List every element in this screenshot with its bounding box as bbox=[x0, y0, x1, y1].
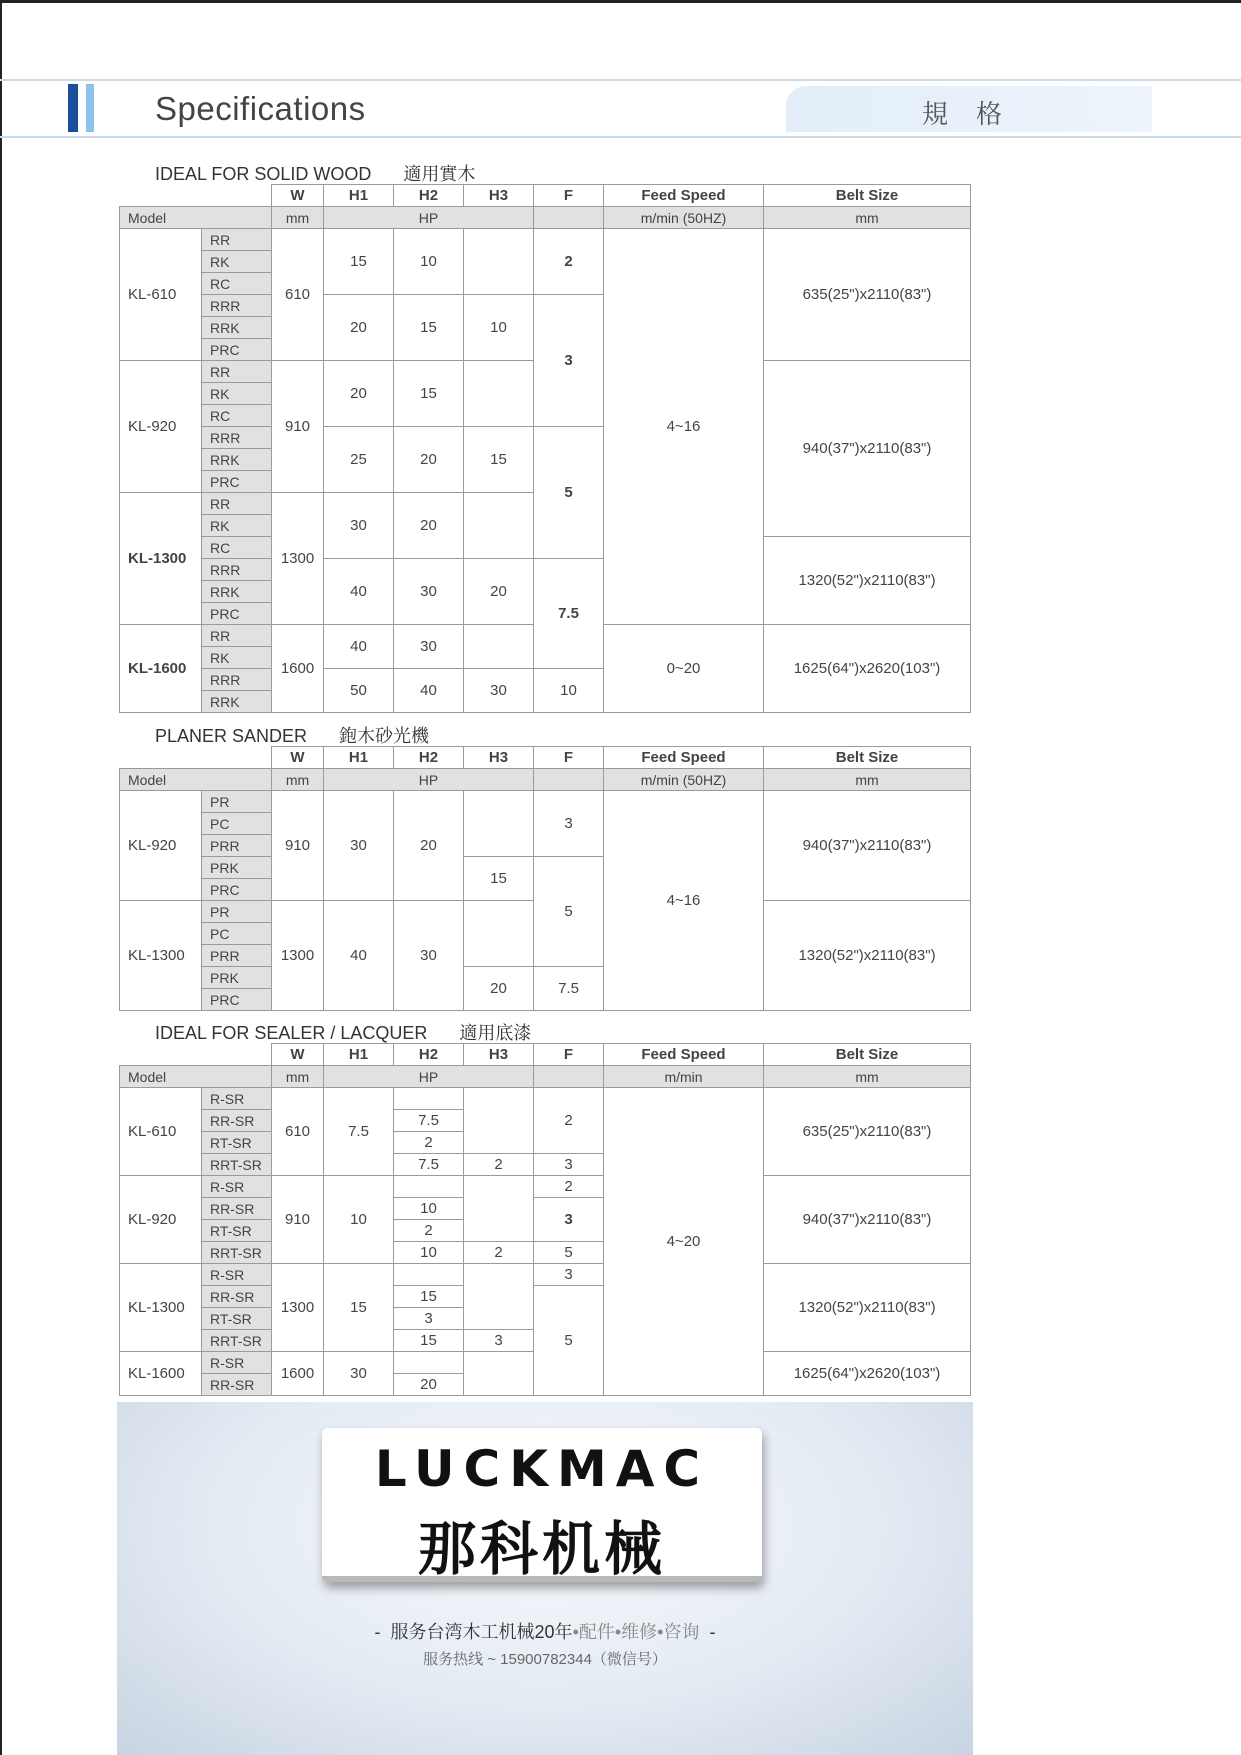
unit-hp: HP bbox=[324, 1066, 534, 1088]
f-cell: 5 bbox=[534, 427, 604, 559]
col-h1: H1 bbox=[324, 747, 394, 769]
f-cell: 3 bbox=[534, 295, 604, 427]
tagline-extra: •配件•维修•咨询 bbox=[572, 1622, 700, 1642]
sub-model: RRR bbox=[202, 427, 272, 449]
sub-model: PRK bbox=[202, 857, 272, 879]
h2-cell: 30 bbox=[394, 559, 464, 625]
unit-w: mm bbox=[272, 207, 324, 229]
section-title-en: PLANER SANDER bbox=[155, 726, 308, 746]
sub-model: PC bbox=[202, 813, 272, 835]
col-f: F bbox=[534, 1044, 604, 1066]
feed-cell: 4~20 bbox=[604, 1088, 764, 1396]
sub-model: RRK bbox=[202, 317, 272, 339]
sub-model: RK bbox=[202, 647, 272, 669]
sub-model: RK bbox=[202, 515, 272, 537]
sub-model: RR bbox=[202, 625, 272, 647]
col-h2: H2 bbox=[394, 747, 464, 769]
model-cell: KL-1300 bbox=[120, 1264, 202, 1352]
h1-cell: 15 bbox=[324, 229, 394, 295]
belt-cell: 940(37")x2110(83") bbox=[764, 791, 971, 901]
h2-cell: 2 bbox=[394, 1220, 464, 1242]
h2-cell: 30 bbox=[394, 625, 464, 669]
feed-cell: 4~16 bbox=[604, 791, 764, 1011]
col-w: W bbox=[272, 185, 324, 207]
h2-cell: 20 bbox=[394, 791, 464, 901]
col-belt: Belt Size bbox=[764, 185, 971, 207]
col-h2: H2 bbox=[394, 1044, 464, 1066]
belt-cell: 1625(64")x2620(103") bbox=[764, 625, 971, 713]
col-feed: Feed Speed bbox=[604, 1044, 764, 1066]
h1-cell: 7.5 bbox=[324, 1088, 394, 1176]
sub-model: RRR bbox=[202, 669, 272, 691]
unit-belt: mm bbox=[764, 769, 971, 791]
h1-cell: 30 bbox=[324, 493, 394, 559]
section-title-cn: 適用實木 bbox=[403, 164, 476, 184]
sub-model: RR-SR bbox=[202, 1374, 272, 1396]
h2-cell: 15 bbox=[394, 1330, 464, 1352]
model-cell: KL-610 bbox=[120, 1088, 202, 1176]
model-cell: KL-920 bbox=[120, 791, 202, 901]
tagline-main: 服务台湾木工机械20年 bbox=[390, 1622, 573, 1642]
col-f: F bbox=[534, 185, 604, 207]
sub-model: R-SR bbox=[202, 1352, 272, 1374]
col-f: F bbox=[534, 747, 604, 769]
model-cell: KL-1300 bbox=[120, 493, 202, 625]
h2-cell: 10 bbox=[394, 1242, 464, 1264]
section-title-sealer bbox=[155, 1019, 531, 1045]
h3-cell: 20 bbox=[464, 559, 534, 625]
f-cell: 3 bbox=[534, 1154, 604, 1176]
h1-cell: 15 bbox=[324, 1264, 394, 1352]
sub-model: R-SR bbox=[202, 1264, 272, 1286]
unit-w: mm bbox=[272, 1066, 324, 1088]
footer-tagline bbox=[117, 1618, 973, 1644]
f-cell: 2 bbox=[534, 1176, 604, 1198]
sub-model: PRC bbox=[202, 471, 272, 493]
col-h3: H3 bbox=[464, 1044, 534, 1066]
header-accent-bar-light bbox=[86, 84, 94, 132]
section-title-en: IDEAL FOR SEALER / LACQUER bbox=[155, 1023, 428, 1043]
h1-cell: 50 bbox=[324, 669, 394, 713]
f-cell: 5 bbox=[534, 1286, 604, 1396]
sub-model: RC bbox=[202, 273, 272, 295]
h1-cell: 40 bbox=[324, 559, 394, 625]
width-cell: 610 bbox=[272, 1088, 324, 1176]
h2-cell: 10 bbox=[394, 229, 464, 295]
sub-model: RK bbox=[202, 251, 272, 273]
header-accent-bar-dark bbox=[68, 84, 78, 132]
col-feed: Feed Speed bbox=[604, 185, 764, 207]
model-cell: KL-920 bbox=[120, 1176, 202, 1264]
model-cell: KL-610 bbox=[120, 229, 202, 361]
sub-model: PRC bbox=[202, 339, 272, 361]
h3-cell: 15 bbox=[464, 427, 534, 493]
width-cell: 910 bbox=[272, 361, 324, 493]
h2-cell: 30 bbox=[394, 901, 464, 1011]
spec-table-planer-sander bbox=[119, 746, 971, 1011]
unit-feed: m/min (50HZ) bbox=[604, 207, 764, 229]
sub-model: RR-SR bbox=[202, 1198, 272, 1220]
unit-w: mm bbox=[272, 769, 324, 791]
sub-model: RR-SR bbox=[202, 1286, 272, 1308]
sub-model: PRC bbox=[202, 879, 272, 901]
width-cell: 1300 bbox=[272, 493, 324, 625]
spec-table-solid-wood bbox=[119, 184, 971, 713]
model-cell: KL-1600 bbox=[120, 1352, 202, 1396]
h3-cell: 30 bbox=[464, 669, 534, 713]
section-title-cn: 鉋木砂光機 bbox=[339, 726, 430, 746]
unit-hp: HP bbox=[324, 207, 534, 229]
sub-model: RR bbox=[202, 493, 272, 515]
sub-model: RK bbox=[202, 383, 272, 405]
f-cell: 7.5 bbox=[534, 967, 604, 1011]
page-frame-left bbox=[0, 0, 2, 1755]
unit-hp: HP bbox=[324, 769, 534, 791]
h2-cell: 3 bbox=[394, 1308, 464, 1330]
h1-cell: 20 bbox=[324, 361, 394, 427]
feed-cell: 0~20 bbox=[604, 625, 764, 713]
sub-model: RRT-SR bbox=[202, 1242, 272, 1264]
col-w: W bbox=[272, 1044, 324, 1066]
sub-model: PRC bbox=[202, 603, 272, 625]
f-cell: 5 bbox=[534, 857, 604, 967]
sub-model: PR bbox=[202, 791, 272, 813]
sub-model: PC bbox=[202, 923, 272, 945]
h2-cell: 20 bbox=[394, 427, 464, 493]
h1-cell: 30 bbox=[324, 791, 394, 901]
width-cell: 1600 bbox=[272, 625, 324, 713]
f-cell: 5 bbox=[534, 1242, 604, 1264]
belt-cell: 635(25")x2110(83") bbox=[764, 1088, 971, 1176]
h1-cell: 30 bbox=[324, 1352, 394, 1396]
section-title-planer-sander bbox=[155, 722, 429, 748]
unit-model: Model bbox=[120, 1066, 272, 1088]
sub-model: RRR bbox=[202, 559, 272, 581]
sub-model: RRK bbox=[202, 581, 272, 603]
sub-model: RT-SR bbox=[202, 1308, 272, 1330]
h3-cell: 3 bbox=[464, 1330, 534, 1352]
sub-model: RRT-SR bbox=[202, 1330, 272, 1352]
sub-model: RRT-SR bbox=[202, 1154, 272, 1176]
sub-model: PRK bbox=[202, 967, 272, 989]
h2-cell: 7.5 bbox=[394, 1154, 464, 1176]
logo-text-en: LUCKMAC bbox=[374, 1440, 710, 1498]
sub-model: PR bbox=[202, 901, 272, 923]
h2-cell: 15 bbox=[394, 295, 464, 361]
h2-cell: 7.5 bbox=[394, 1110, 464, 1132]
tagline-dash-right: - bbox=[709, 1622, 716, 1642]
h3-cell: 20 bbox=[464, 967, 534, 1011]
f-cell: 3 bbox=[534, 1198, 604, 1242]
h3-cell: 15 bbox=[464, 857, 534, 901]
footer-hotline: 服务热线 ~ 15900782344（微信号） bbox=[423, 1651, 667, 1668]
sub-model: RRR bbox=[202, 295, 272, 317]
logo-text-cn: 那科机械 bbox=[417, 1515, 666, 1583]
col-w: W bbox=[272, 747, 324, 769]
page-frame-top bbox=[0, 0, 1241, 3]
f-cell: 7.5 bbox=[534, 559, 604, 669]
h1-cell: 40 bbox=[324, 901, 394, 1011]
h2-cell: 20 bbox=[394, 1374, 464, 1396]
belt-cell: 635(25")x2110(83") bbox=[764, 229, 971, 361]
unit-model: Model bbox=[120, 769, 272, 791]
sub-model: RRK bbox=[202, 449, 272, 471]
col-h1: H1 bbox=[324, 185, 394, 207]
table-header-row bbox=[120, 185, 971, 207]
unit-model: Model bbox=[120, 207, 272, 229]
belt-cell: 1320(52")x2110(83") bbox=[764, 537, 971, 625]
h1-cell: 25 bbox=[324, 427, 394, 493]
col-h3: H3 bbox=[464, 185, 534, 207]
h1-cell: 10 bbox=[324, 1176, 394, 1264]
table-row bbox=[120, 229, 971, 251]
section-title-cn: 適用底漆 bbox=[459, 1023, 532, 1043]
sub-model: RR-SR bbox=[202, 1110, 272, 1132]
sub-model: PRR bbox=[202, 835, 272, 857]
section-title-en: IDEAL FOR SOLID WOOD bbox=[155, 164, 372, 184]
header-rule-top bbox=[0, 79, 1241, 81]
sub-model: RR bbox=[202, 361, 272, 383]
model-cell: KL-1600 bbox=[120, 625, 202, 713]
company-logo bbox=[322, 1428, 762, 1582]
sub-model: PRC bbox=[202, 989, 272, 1011]
f-cell: 3 bbox=[534, 1264, 604, 1286]
section-title-solid-wood bbox=[155, 160, 475, 186]
width-cell: 1300 bbox=[272, 1264, 324, 1352]
sub-model: PRR bbox=[202, 945, 272, 967]
table-units-row bbox=[120, 207, 971, 229]
h1-cell: 40 bbox=[324, 625, 394, 669]
sub-model: RRK bbox=[202, 691, 272, 713]
model-cell: KL-920 bbox=[120, 361, 202, 493]
sub-model: R-SR bbox=[202, 1176, 272, 1198]
f-cell: 10 bbox=[534, 669, 604, 713]
belt-cell: 1320(52")x2110(83") bbox=[764, 901, 971, 1011]
width-cell: 610 bbox=[272, 229, 324, 361]
h3-cell: 10 bbox=[464, 295, 534, 361]
h3-cell: 2 bbox=[464, 1242, 534, 1264]
sub-model: RR bbox=[202, 229, 272, 251]
feed-cell: 4~16 bbox=[604, 229, 764, 625]
model-cell: KL-1300 bbox=[120, 901, 202, 1011]
h3-cell: 2 bbox=[464, 1154, 534, 1176]
sub-model: RC bbox=[202, 537, 272, 559]
tagline-dash-left: - bbox=[374, 1622, 381, 1642]
h1-cell: 20 bbox=[324, 295, 394, 361]
h2-cell: 15 bbox=[394, 361, 464, 427]
h2-cell: 10 bbox=[394, 1198, 464, 1220]
width-cell: 910 bbox=[272, 791, 324, 901]
width-cell: 1600 bbox=[272, 1352, 324, 1396]
belt-cell: 1320(52")x2110(83") bbox=[764, 1264, 971, 1352]
table-units-row bbox=[120, 769, 971, 791]
sub-model: RC bbox=[202, 405, 272, 427]
table-header-row bbox=[120, 1044, 971, 1066]
col-feed: Feed Speed bbox=[604, 747, 764, 769]
unit-belt: mm bbox=[764, 1066, 971, 1088]
col-h3: H3 bbox=[464, 747, 534, 769]
sub-model: RT-SR bbox=[202, 1220, 272, 1242]
col-h1: H1 bbox=[324, 1044, 394, 1066]
col-belt: Belt Size bbox=[764, 1044, 971, 1066]
page-title: Specifications bbox=[155, 90, 366, 127]
belt-cell: 940(37")x2110(83") bbox=[764, 1176, 971, 1264]
width-cell: 1300 bbox=[272, 901, 324, 1011]
sub-model: RT-SR bbox=[202, 1132, 272, 1154]
belt-cell: 1625(64")x2620(103") bbox=[764, 1352, 971, 1396]
h2-cell: 20 bbox=[394, 493, 464, 559]
header-tab-label: 規格 bbox=[922, 99, 1031, 129]
table-units-row bbox=[120, 1066, 971, 1088]
h2-cell: 15 bbox=[394, 1286, 464, 1308]
spec-table-sealer bbox=[119, 1043, 971, 1396]
h2-cell: 2 bbox=[394, 1132, 464, 1154]
table-header-row bbox=[120, 747, 971, 769]
h2-cell: 40 bbox=[394, 669, 464, 713]
f-cell: 2 bbox=[534, 1088, 604, 1154]
belt-cell: 940(37")x2110(83") bbox=[764, 361, 971, 537]
col-belt: Belt Size bbox=[764, 747, 971, 769]
sub-model: R-SR bbox=[202, 1088, 272, 1110]
width-cell: 910 bbox=[272, 1176, 324, 1264]
unit-belt: mm bbox=[764, 207, 971, 229]
col-h2: H2 bbox=[394, 185, 464, 207]
f-cell: 2 bbox=[534, 229, 604, 295]
header-rule-bottom bbox=[0, 136, 1241, 138]
f-cell: 3 bbox=[534, 791, 604, 857]
unit-feed: m/min bbox=[604, 1066, 764, 1088]
unit-feed: m/min (50HZ) bbox=[604, 769, 764, 791]
